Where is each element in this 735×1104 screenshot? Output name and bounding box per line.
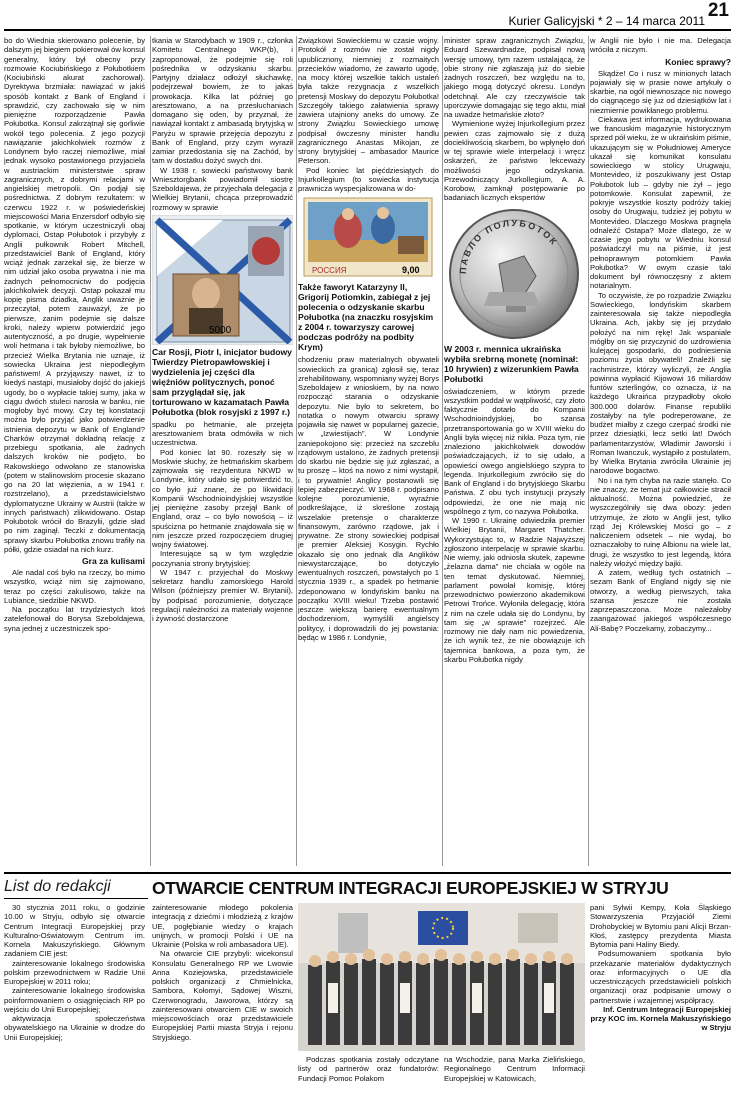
section-rule — [4, 872, 731, 874]
article-paragraph: Pod koniec lat 90. rozeszły się w Moskwie słuchy, że hetmańskim skarbem zajmowała się rezydentura NKWD w Londynie, który udało się potwierdzić to, co było już znane, że po likwidacji Kompanii Wschodnioindyjskiej wszystkie jej pieniężne zasoby przejął Bank of England, oraz – co było nowością – iż spuścizna po hetmanie znajdowała się w nim jeszcze przed rozpoczęciem drugiej wojny światowej. — [152, 447, 293, 549]
article-paragraph: Związkowi Sowieckiemu w czasie wojny. Protokół z rozmów nie został nigdy upublicznony, niemniej z rozmaitych przecieków wiadomo, że zawarto ugodę, na mocy której wszelkie takich ustaleń była także rezygnacja z wszelkich pretensji Moskwy do depozytu Połubotka! Szczegóły takiego załatwienia sprawy zawiera utajniony aneks do umowy. Ze strony Związku Sowieckiego umowę podpisał ówczesny minister handlu zagranicznego Anastas Mikojan, ze strony brytyjskiej – ambasador Maurice Peterson. — [298, 36, 439, 166]
image-caption: Car Rosji, Piotr I, inicjator budowy Twierdzy Pietropawłowskiej i wydzielenia jej części dla więźniów politycznych, ponoć sam przyglądał się, jak torturowano w kazamatach Pawła Połubotka (blok rosyjski z 1997 r.) — [152, 346, 292, 417]
article-paragraph: oświadczeniem, w którym przede wszystkim poddał w wątpliwość, czy złoto faktycznie dotarło do Kompanii Wschodnioindyjskiej, bo szansa przetransportowania go w XVIII wieku do Anglii była więcej niż nikła. Poza tym, nie znaleziono jakichkolwiek dowodów poświadczających, iż to się udało, a opowieści owego angielskiego szypra to legenda. Injurkollegium zwróciło się do Bank of England i do brytyjskiego Skarbu Państwa. Z obu tych instytucji przyszły odpowiedzi, że one nie mają nic wspólnego z tym, co nazywa Połubotka. — [444, 386, 585, 516]
article-column-4 — [444, 36, 585, 866]
article-paragraph: minister spraw zagranicznych Związku, Eduard Szewardnadze, podpisał nową wersję umowy, tym razem ustalającą, że obie strony nie zgłaszają już do siebie żadnych roszczeń, bez względu na to, jakiego mogą dotyczyć okresu. Londyn odetchnął. Ale czy rzeczywiście tak uporczywie domagając się tego aktu, miał na uwadze hetmańskie złoto? — [444, 36, 585, 119]
coin-image — [444, 206, 585, 342]
article-paragraph: Pod koniec lat pięćdziesiątych do Injurkollegium (to sowiecka instytucja prawnicza wyspecjalizowana w do- — [298, 165, 439, 193]
article-paragraph: Ciekawa jest informacja, wydrukowana we francuskim magazynie historycznym sprzed pół wieku, że w ukraińskim piśmie, ukazującym się w Południowej Ameryce ukazał się komunikat konsulatu sowieckiego w stolicy Urugwaju, Montevideo, iż poszukiwany jest Ostap Połubotok lub – gdyby nie żył – jego potomkowie. Konsulat zapewnił, że pokryje wszystkie koszty podróży takiej osoby do Urugwaju, tudzież jej pobytu w Montevideo. Dlaczego Moskwa pragnęła odnaleźć Ostapa? Może dlatego, że w czasie jego pobytu w Wiedniu konsul poświadczył mu na piśmie, iż jest pełnoprawnym potomkiem Pawła Połubotka? W owym czasie taki dokument był równoczęsny z aktem notarialnym. — [590, 114, 731, 291]
group-photo — [298, 903, 585, 1051]
article-paragraph: Ale nadal coś było na rzeczy, bo mimo wszystko, wciąż nim się zajmowano, teraz po części zakulisowo, także na Lubiance, siedzibie NKWD. — [4, 568, 145, 605]
letter-paragraph: na Wschodzie, pana Marka Zielińskiego, Regionalnego Centrum Informacji Europejskiej w Katowicach, — [444, 1055, 585, 1083]
column-divider — [442, 36, 443, 866]
article-column-2 — [152, 36, 293, 866]
letter-paragraph: zainteresowanie młodego pokolenia integracją z dziećmi i młodzieżą z krajów UE, pogłębianie wiedzy o krajach unijnych, w promocji Polski i UE na Ukrainie (Polska w roli ambasadora UE). — [152, 903, 293, 949]
section-label: List do redakcji — [4, 878, 148, 899]
letter-paragraph: Na otwarcie CIE przybyli: wicekonsul Konsulatu Generalnego RP we Lwowie Anna Koziejowska, przedstawiciele polskich organizacji z Chmielnicka, Sambora, Kołomyi, Sądowej Wiszni, Czerwonogradu, Jaworowa, którzy są zainteresowani otwarciem CIE w swoich miejscowościach oraz przedstawiciele Europejskiej Partii miasta Stryja i rejonu Stryjskiego. — [152, 949, 293, 1042]
letter-paragraph: aktywizacja społeczeństwa obywatelskiego na Ukrainie w drodze do Unii Europejskiej; — [4, 1014, 145, 1042]
letter-signature: Inf. Centrum Integracji Europejskiej przy KOC im. Kornela Makuszyńskiego w Stryju — [590, 1004, 731, 1033]
letter-paragraph: pani Sylwii Kempy, Koła Śląskiego Stowarzyszenia Przyjaciół Ziemi Drohobyckiej w Bytomiu pani Alicji Brzan-Kłoś, zastępcy prezydenta Miasta Bytomia pani Haliny Biedy. — [590, 903, 731, 949]
article-paragraph: tkania w Starodybach w 1909 r., członka Komitetu Centralnego WKP(b), i zaproponował, że podejmie się roli pośrednika w odzyskaniu skarbu. Partyjny działacz odłożył słuchawkę, podejrzewał bowiem, że to jakaś prowokacja. Kilka lat później go aresztowano, a na przesłuchaniach domagano się oden, by przyznał, że nawiązał kontakt z ambasadą brytyjską w Paryżu w sprawie przejęcia depozytu z Bank of England, przy czym wyraził zamiar przedostania się na Zachód, by tam w dostatku dożyć swych dni. — [152, 36, 293, 166]
letter-column-5 — [590, 903, 731, 1101]
letter-column-4 — [444, 1055, 585, 1101]
stamp-image-peter — [152, 215, 293, 345]
page-number: 21 — [707, 0, 729, 21]
article-column-5 — [590, 36, 731, 866]
article-paragraph: w Anglii nie było i nie ma. Delegacja wróciła z niczym. — [590, 36, 731, 55]
article-subheading: Gra za kulisami — [81, 556, 145, 566]
article-paragraph: Na początku lat trzydziestych ktoś zatelefonował do Borysa Szeboldajewa, syna jednej z uczestniczek spo- — [4, 605, 145, 633]
letter-paragraph: 30 stycznia 2011 roku, o godzinie 10.00 w Stryju, odbyło się otwarcie Centrum Integracji Europejskiej przy Kulturalno-Oświatowym Centrum im. Kornela Makuszyńskiego. Głównym zadaniem CIE jest: — [4, 903, 145, 959]
column-divider — [150, 36, 151, 866]
image-caption: Także faworyt Katarzyny II, Grigorij Potiomkin, zabiegał z jej polecenia o odzyskanie skarbu Połubotka (na znaczku rosyjskim z 2004 r. towarzyszy carowej podczas podróży na podbity Krym) — [298, 282, 434, 353]
article-paragraph: A zatem, według tych ostatnich – sezam Bank of England nigdy się nie otworzy, a według pierwszych, taka szansa jeszcze nie została zaprzepaszczona. Może należałoby zaangażować jakiegoś współczesnego Ali-Babę? Poczekamy, zobaczymy... — [590, 568, 731, 633]
article-paragraph: W 1938 r. sowiecki państwowy bank Wniesztorgbank powiadomił siostrę Szeboldajewa, że przyjechała delegacja z Wielkiej Brytanii, chcąca przeprowadzić rozmowy w sprawie — [152, 165, 293, 212]
column-divider — [588, 36, 589, 866]
article-column-1 — [4, 36, 145, 866]
article-paragraph: bo do Wiednia skierowano polecenie, by dalszym jej biegiem pokierował ów konsul generalny, który był obecny przy rozmowie Kociubińskiego z Połubotkiem (Kociubiński akurat zachorował). Dyrektywa brzmiała: nawiązać w jakiś sposób kontakt z Bank of England i sprawdzić, czy zachowało się w nim pieniężne rozporządzenie Pawła Połubotka. Konsul zakrzątnął się gorliwie wokół tego polecenia. Z jego pozycji nawiązanie jakichkolwiek rozmów z Londynem było raczej niemożliwe, miał jednak wysoko postawionego przyjaciela w austriackim ministerstwie spraw zagranicznych, z dobrymi relacjami w angielskiej metropolii. On podjął się pośrednictwa. Z dobrym rezultatem: w czerwcu 1922 r. w poświedeńskiej miejscowości Maria Enzersdorf odbyło się spotkanie, w którym uczestniczyli obaj dyplomaci, Ostap Połubotok i przybyły z Anglii pułkownik Robert Mitchell, przedstawiciel Bank of England, który wciąż jednak zarzekał się, że bierze w nim udział jako osoba prywatna i nie ma żadnych pełnomocnictw do podjęcia jakichkolwiek decyzji. Ostap pokazał mu kopię pisma dziadka, Anglik uważnie je przeczytał, potem zauważył, że po pierwsze, zanim podejmie się dalsze kroki, należy wpierw potwierdzić jego autentyczność, a po drugie, wypełnienie woli hetmana i tak byłoby niemożliwe, bo przecież Wielka Brytania nie uznaje, iż sowiecka Ukraina jest niepodległym państwem! A przyjąwszy nawet, iż to kiedyś nastąpi, musiałoby dojść do jakiejś ugody, bo o wypłacie takiej sumy, jaka w ciągu dwóch stuleci narosła w banku, nie mogłoby być mowy. Czy tej konstatacji można było przyjąć jako potwierdzenie istnienia depozytu w Bank of England? Charków otrzymał dokładną relację z przebiegu spotkania, ale żadnych dalszych kroków nie podjęto, bo Rakowskiego odwołano ze stanowiska (potem w stalinowskim procesie skazano go na 20 lat więzienia, a w 1941 r. rozstrzelano), a przedstawicielstwo dyplomatyczne Ukrainy w Austrii (także w innych państwach) zlikwidowano. Ostap Połubotok wrócił do Brazylii, gdzie sład po nim zaginął. Teczki z dokumentacją sprawy skarbu Połubotka znowu trafiły na półki, gdzie osiadał na nich kurz. — [4, 36, 145, 554]
article-paragraph: Wymienione wyżej Injurkollegium przez pewien czas zajmowało się z dużą dociekliwością skarbem, bo wpłynęło doń w tej sprawie wiele interpelacji i wręcz oskarżeń, że państwo lekceważy możliwości jego odzyskania. Przewodniczący Jurkollegium, A. A. Korobow, zamknął postępowanie po badaniach licznych ekspertów — [444, 119, 585, 203]
article-paragraph: Skądże! Co i rusz w minionych latach pojawiały się w prasie nowe artykuły o skarbie, na ogół niewnoszące nic nowego do ciągnącego się już od dziesiątków lat i niezmiernie powikłanego problemu. — [590, 68, 731, 115]
header-rule — [4, 29, 731, 31]
image-caption: W 2003 r. mennica ukraińska wybiła srebrną monetę (nominał: 10 hrywien) z wizerunkiem Pawła Połubotki — [444, 343, 579, 384]
stamp-image-potemkin — [298, 196, 439, 280]
stamp-value: 5000 — [209, 324, 232, 336]
article-paragraph: W 1990 r. Ukrainę odwiedziła premier Wielkiej Brytanii, Margaret Thatcher. Wykorzystując to, w Radzie Najwyższej zgłoszono interpelację w sprawie skarbu. Nie wiemy, jaki odniosła skutek, zapewne „żelazna dama” nie chciała w ogóle na ten temat dyskutować. Niemniej, parlament powołał komisję, której przewodnictwo powierzono akademikowi Petrowi Trońce. Wyłoniła delegację, która z nim na czele udała się do Londynu, by tam się „w sprawie” rozejrzeć. Ale rozmowy nie dały nam nic powiedzenia, że ich wynik też, że nie obowiązuje ich tajemnica bankowa, a poza tym, że skarbu Połubotka nigdy — [444, 516, 585, 664]
letter-paragraph: Podsumowaniem spotkania było przekazanie materiałów dydaktycznych oraz informacyjnych o UE dla uczestniczących przedstawicieli polskich organizacji oraz podpisanie umowy o partnerstwie i wzajemnej współpracy. — [590, 949, 731, 1005]
article-paragraph: spadku po hetmanie, ale przejęta aresztowaniem brata odmówiła w nich uczestnictwa. — [152, 419, 293, 448]
publication-title: Kurier Galicyjski * 2 – 14 marca 2011 — [508, 14, 705, 28]
section-headline: OTWARCIE CENTRUM INTEGRACJI EUROPEJSKIEJ W STRYJU — [152, 878, 669, 898]
article-paragraph: No i na tym chyba na razie stanęło. Co nie znaczy, że temat już całkowicie stracił aktualność. Można powiedzieć, że wyszczególniły się dwa obozy: jeden utrzymuje, że złoto w Anglii jest, tylko rząd Jej Królewskiej Mości go – z naliczeniem odsetek – nie wydaj, bo oznaczałoby to ruinę Albionu na wiele lat, drugi, że wszystko to jest legendą, która należy włożyć między bajki. — [590, 475, 731, 568]
letter-column-1 — [4, 903, 145, 1101]
column-divider — [296, 36, 297, 866]
letter-column-2 — [152, 903, 293, 1101]
stamp-country: РОССИЯ — [312, 266, 347, 276]
article-paragraph: chodzeniu praw materialnych obywateli sowieckich za granicą) zgłosił się, teraz zrehabilitowany, wspomniany wyżej Borys Szeboldajew z wnioskiem, by na nowo rozpocząć starania o odzyskanie depozytu. Nie było to sekretem, bo notatka o nowym otwarciu sprawy pojawiła się nawet w popularnej gazecie, w „Izwiestijach”. W Londynie zaniepokojono się: przecież na szczeblu rządowym ustalono, że żadnych pretensji do skarbu nie będzie się już zgłaszać, a tu proszę – ktoś na nowo z nimi wystąpił, i to prywatnie! Anglicy postanowili się lepiej zabezpieczyć. W 1968 r. podpisano kolejne porozumienie, wyraźnie podkreślające, iż skreślone zostają wszelakie pretensje o charakterze finansowym, zarówno rządowe, jak i prywatne. Ze strony sowieckiej podpisał je premier Aleksiej Kosygin. Rychło okazało się ono jednak dla Anglików niewystarczające, bo dotyczyło ewentualnych roszczeń, powstałych po 1 stycznia 1939 r., a spadek po hetmanie zdeponowano w londyńskim banku na początku XVIII wieku! Trzeba postawić jeszcze większą barierę ewentualnym dochodzeniom, wymyślili angielscy politycy, i doprowadzili do jej powstania: będąc w 1986 r. Londynie, — [298, 355, 439, 642]
article-column-3 — [298, 36, 439, 866]
letter-paragraph: zainteresowanie lokalnego środowiska poinformowaniem o osiągnięciach RP po wejściu do Unii Europejskiej; — [4, 986, 145, 1014]
letter-paragraph: Podczas spotkania zostały odczytane listy od partnerów oraz fundatorów: Fundacji Pomoc Polakom — [298, 1055, 439, 1083]
coin-inscription: ПАВЛО ПОЛУБОТОК — [457, 217, 560, 274]
article-paragraph: To oczywiste, że po rozpadzie Związku Sowieckiego, londyńskim skarbem zainteresowała się także niepodległa Ukraina. Ach, jakby się jej przydało położyć na nim rękę! Jak wspaniale mógłby on się przyczynić do uzdrowienia kulejącej gospodarki, do podniesienia poziomu życia obywateli! Znaleźli się rachmistrze, którzy wyliczyli, że Anglia powinna wypłacić Kijowowi 16 miliardów funtów szterlingów, co oznacza, iż na każdego Ukraińca przypadłoby około 300.000 dolarów. Finanse republiki zostałyby na tyle podreperowane, że budżet miałby z czego czerpać środki nie przez dziesiątki, lecz setki lat! Dwóch parlamentarzystów, Władimir Jaworski i Roman Iwanczuk, wystąpiło z postulatem, by Wielka Brytania zwróciła Ukrainie jej narodowe bogactwo. — [590, 290, 731, 476]
letter-column-3 — [298, 1055, 439, 1101]
article-paragraph: W 1947 r. przyjechał do Moskwy sekretarz handlu zamorskiego Harold Wilson (późniejszy premier W. Brytanii), by podpisać porozumienie, dotyczące regulacji należności za materiały wojenne i żywność dostarczone — [152, 567, 293, 623]
letter-paragraph: zainteresowanie lokalnego środowiska polskim przewodnictwem w Radzie Unii Europejskiej w 2011 roku; — [4, 958, 145, 986]
article-subheading: Koniec sprawy? — [665, 56, 731, 67]
stamp-value: 9,00 — [402, 265, 420, 276]
article-paragraph: Interesujące są w tym względzie poczynania strony brytyjskiej: — [152, 549, 293, 568]
